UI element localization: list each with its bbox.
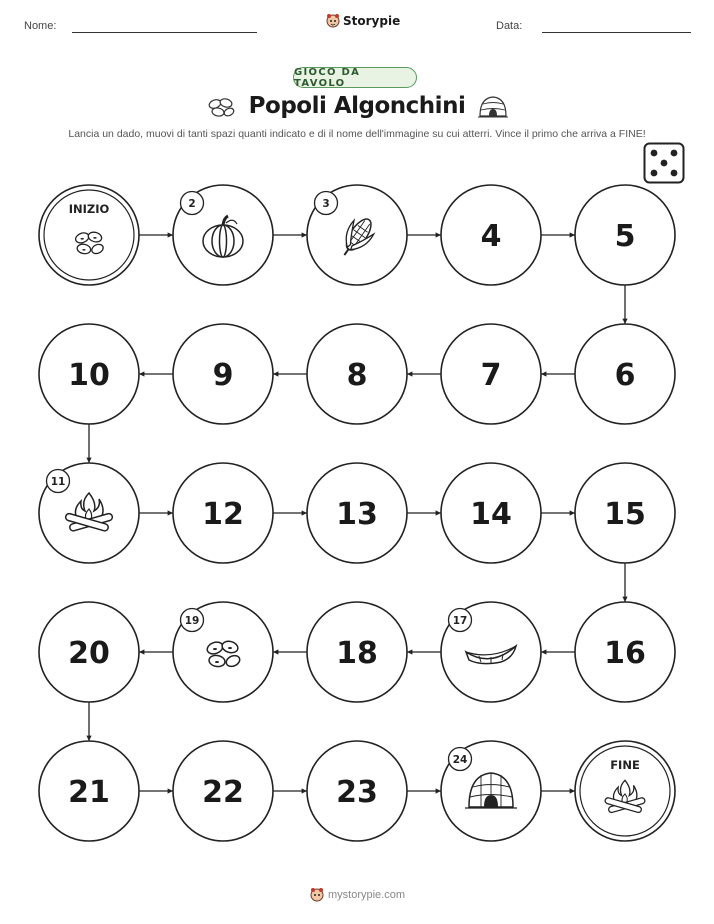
board-space-16 bbox=[575, 602, 675, 702]
board-space-18 bbox=[307, 602, 407, 702]
space-number: 12 bbox=[202, 497, 244, 532]
board-space-13 bbox=[307, 463, 407, 563]
storypie-mascot-icon bbox=[310, 887, 324, 903]
board-space-15 bbox=[575, 463, 675, 563]
board-space-11 bbox=[39, 463, 139, 563]
connector-arrow-head bbox=[570, 510, 575, 515]
space-number: 16 bbox=[604, 636, 646, 671]
board-space-20 bbox=[39, 602, 139, 702]
connector-arrow-head bbox=[168, 788, 173, 793]
space-number: 8 bbox=[346, 358, 368, 393]
connector-arrow-head bbox=[86, 458, 91, 463]
space-number: 20 bbox=[68, 636, 110, 671]
connector-arrow-head bbox=[436, 788, 441, 793]
connector-arrow-head bbox=[436, 232, 441, 237]
board-space-6 bbox=[575, 324, 675, 424]
name-label: Nome: bbox=[24, 20, 57, 32]
board-space-23 bbox=[307, 741, 407, 841]
space-number: 18 bbox=[336, 636, 378, 671]
space-number: 23 bbox=[336, 775, 378, 810]
finish-label: FINE bbox=[610, 758, 640, 772]
board-space-4 bbox=[441, 185, 541, 285]
start-label: INIZIO bbox=[68, 202, 110, 216]
space-number: 4 bbox=[480, 219, 502, 254]
board-space-14 bbox=[441, 463, 541, 563]
space-number: 14 bbox=[470, 497, 512, 532]
footer-url: mystorypie.com bbox=[328, 889, 406, 901]
space-number: 19 bbox=[184, 615, 200, 627]
connector-arrow-head bbox=[436, 510, 441, 515]
connector-arrow-head bbox=[302, 232, 307, 237]
date-label: Data: bbox=[496, 20, 523, 32]
connector-arrow-head bbox=[570, 788, 575, 793]
space-number: 15 bbox=[604, 497, 646, 532]
space-number: 2 bbox=[188, 198, 196, 210]
board-space-25 bbox=[575, 741, 675, 841]
page-title: Popoli Algonchini bbox=[248, 93, 466, 119]
space-number: 13 bbox=[336, 497, 378, 532]
board-space-24 bbox=[441, 741, 541, 841]
space-number: 7 bbox=[480, 358, 502, 393]
board-space-7 bbox=[441, 324, 541, 424]
space-number: 5 bbox=[614, 219, 636, 254]
connector-arrow-head bbox=[168, 232, 173, 237]
space-number: 24 bbox=[452, 754, 468, 766]
board-space-10 bbox=[39, 324, 139, 424]
space-number: 17 bbox=[452, 615, 468, 627]
board-space-2 bbox=[173, 185, 273, 285]
board-space-12 bbox=[173, 463, 273, 563]
connector-arrow-head bbox=[86, 736, 91, 741]
connector-arrow-head bbox=[622, 597, 627, 602]
board-space-17 bbox=[441, 602, 541, 702]
board-space-5 bbox=[575, 185, 675, 285]
board-space-3 bbox=[307, 185, 407, 285]
connector-arrow-head bbox=[541, 649, 546, 654]
connector-arrow-head bbox=[273, 371, 278, 376]
space-number: 11 bbox=[50, 476, 66, 488]
board-space-8 bbox=[307, 324, 407, 424]
space-number: 22 bbox=[202, 775, 244, 810]
board-space-21 bbox=[39, 741, 139, 841]
connector-arrow-head bbox=[139, 649, 144, 654]
connector-arrow-head bbox=[407, 649, 412, 654]
connector-arrow-head bbox=[407, 371, 412, 376]
board-space-22 bbox=[173, 741, 273, 841]
board-space-9 bbox=[173, 324, 273, 424]
brand-name: Storypie bbox=[343, 14, 401, 28]
space-number: 3 bbox=[322, 198, 330, 210]
connector-arrow-head bbox=[302, 788, 307, 793]
footer bbox=[310, 887, 405, 903]
board-space-1 bbox=[39, 185, 139, 285]
category-badge: GIOCO DA TAVOLO bbox=[293, 67, 417, 88]
connector-arrow-head bbox=[622, 319, 627, 324]
connector-arrow-head bbox=[302, 510, 307, 515]
space-number: 10 bbox=[68, 358, 110, 393]
connector-arrow-head bbox=[139, 371, 144, 376]
connector-arrow-head bbox=[541, 371, 546, 376]
space-number: 6 bbox=[614, 358, 636, 393]
space-number: 21 bbox=[68, 775, 110, 810]
connector-arrow-head bbox=[273, 649, 278, 654]
instructions: Lancia un dado, muovi di tanti spazi quanti indicato e di il nome dell'immagine su cui atterri. Vince il primo che arriva a FINE! bbox=[68, 128, 646, 140]
connector-arrow-head bbox=[570, 232, 575, 237]
space-number: 9 bbox=[212, 358, 234, 393]
connector-arrow-head bbox=[168, 510, 173, 515]
board-space-19 bbox=[173, 602, 273, 702]
